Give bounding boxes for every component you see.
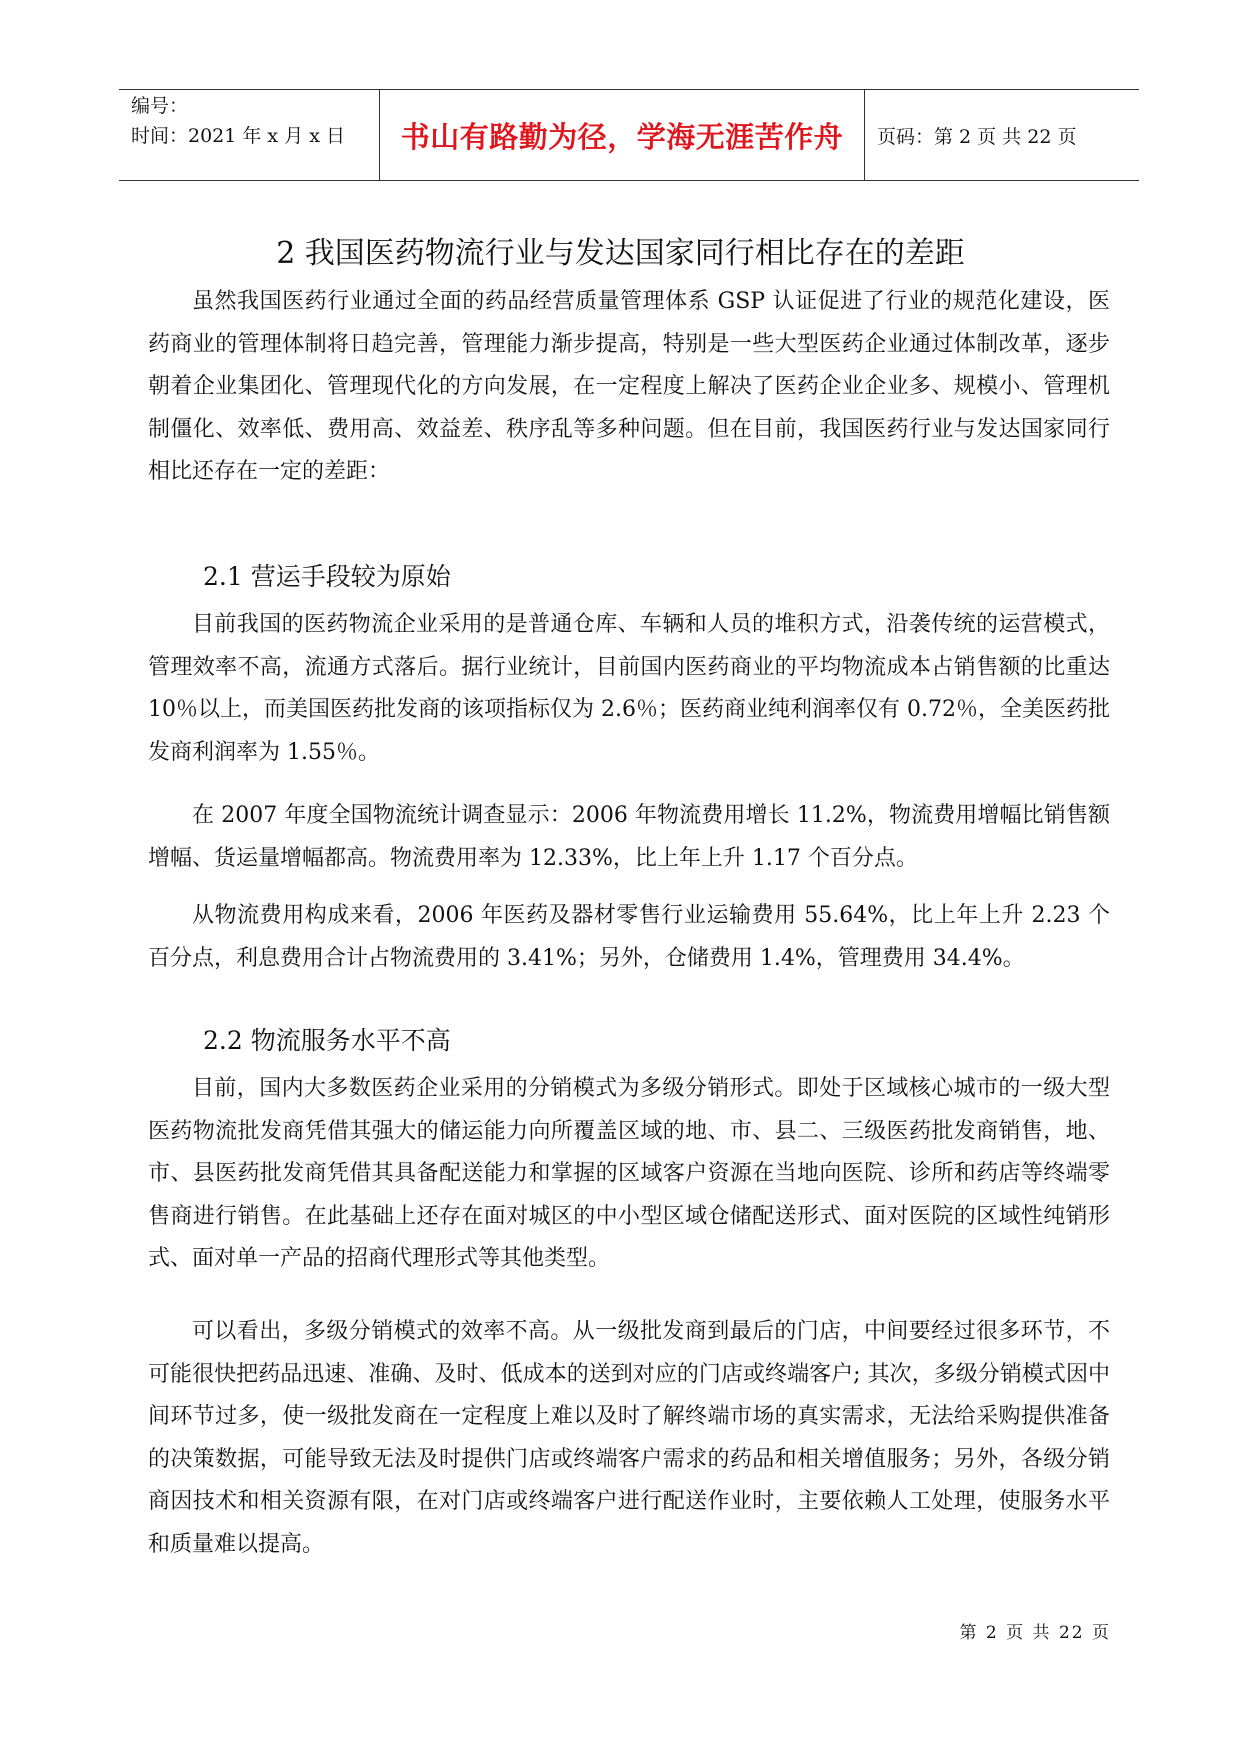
section-2-1-paragraph-3: 从物流费用构成来看，2006 年医药及器材零售行业运输费用 55.64%，比上年上升 2.23 个百分点，利息费用合计占物流费用的 3.41%；另外，仓储费用 1.4%，管理费用 34.4%。 <box>148 903 1110 971</box>
intro-paragraph: 虽然我国医药行业通过全面的药品经营质量管理体系 GSP 认证促进了行业的规范化建设，医药商业的管理体制将日趋完善，管理能力渐步提高，特别是一些大型医药企业通过体制改革，逐步朝着企业集团化、管理现代化的方向发展，在一定程度上解决了医药企业企业多、规模小、管理机制僵化、效率低、费用高、效益差、秩序乱等多种问题。但在目前，我国医药行业与发达国家同行相比还存在一定的差距： <box>148 289 1110 485</box>
section-2-1-paragraph-2: 在 2007 年度全国物流统计调查显示：2006 年物流费用增长 11.2%，物流费用增幅比销售额增幅、货运量增幅都高。物流费用率为 12.33%，比上年上升 1.17 个百分点。 <box>148 803 1110 871</box>
header-motto-cell <box>380 90 865 180</box>
number-label: 编号： <box>131 95 189 117</box>
page-footer: 第 2 页 共 22 页 <box>959 1623 1111 1643</box>
section-heading-2-1: 2.1 营运手段较为原始 <box>203 562 451 591</box>
section-2-2-paragraph-2: 可以看出，多级分销模式的效率不高。从一级批发商到最后的门店，中间要经过很多环节，不可能很快把药品迅速、准确、及时、低成本的送到对应的门店或终端客户; 其次，多级分销模式因中间环节过多，使一级批发商在一定程度上难以及时了解终端市场的真实需求，无法给采购提供准备的决策数据，可能导致无法及时提供门店或终端客户需求的药品和相关增值服务；另外，各级分销商因技术和相关资源有限，在对门店或终端客户进行配送作业时，主要依赖人工处理，使服务水平和质量难以提高。 <box>148 1319 1110 1557</box>
header-page-label: 页码：第 2 页 共 22 页 <box>877 125 1077 148</box>
header-info-cell <box>119 90 380 180</box>
header-page-cell <box>865 90 1139 180</box>
section-2-1-paragraph-1: 目前我国的医药物流企业采用的是普通仓库、车辆和人员的堆积方式，沿袭传统的运营模式，管理效率不高，流通方式落后。据行业统计，目前国内医药商业的平均物流成本占销售额的比重达 10％以上，而美国医药批发商的该项指标仅为 2.6％；医药商业纯利润率仅有 0.72％，全美医药批发商利润率为 1.55％。 <box>148 612 1110 765</box>
motto: 书山有路勤为径，学海无涯苦作舟 <box>400 119 844 154</box>
page-title: 2 我国医药物流行业与发达国家同行相比存在的差距 <box>276 236 965 271</box>
section-heading-2-2: 2.2 物流服务水平不高 <box>203 1026 451 1055</box>
header-table <box>119 89 1139 181</box>
time-label: 时间：2021 年 x 月 x 日 <box>131 125 345 147</box>
section-2-2-paragraph-1: 目前，国内大多数医药企业采用的分销模式为多级分销形式。即处于区域核心城市的一级大型医药物流批发商凭借其强大的储运能力向所覆盖区域的地、市、县二、三级医药批发商销售，地、市、县医药批发商凭借其具备配送能力和掌握的区域客户资源在当地向医院、诊所和药店等终端零售商进行销售。在此基础上还存在面对城区的中小型区域仓储配送形式、面对医院的区域性纯销形式、面对单一产品的招商代理形式等其他类型。 <box>148 1076 1110 1272</box>
